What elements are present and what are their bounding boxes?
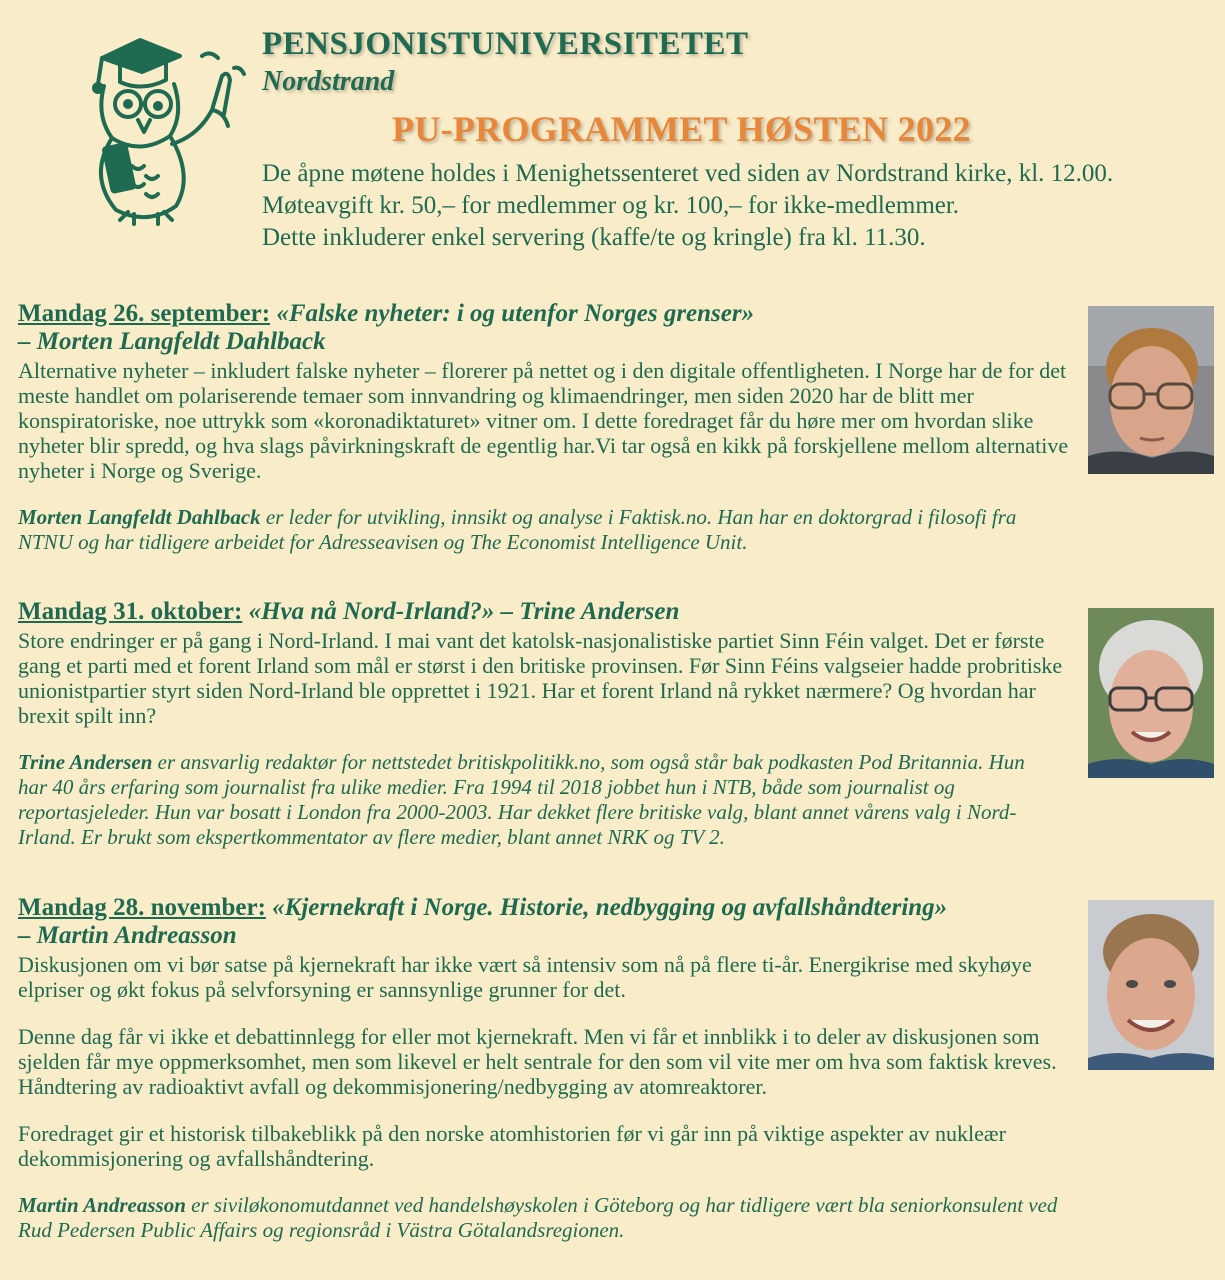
bio-name: Trine Andersen (18, 750, 153, 774)
event-date: Mandag 26. september: (18, 300, 271, 327)
bio-text: er leder for utvikling, innsikt og analyse i Faktisk.no. Han har en doktorgrad i filosofi fra NTNU og har tidligere arbeidet for Adresseavisen og The Economist Intelligence Unit. (18, 505, 1017, 554)
speaker-photo (1088, 608, 1214, 778)
event-section (18, 300, 1078, 555)
speaker-bio (18, 1193, 1088, 1243)
event-heading (18, 300, 1078, 328)
event-section (18, 598, 1078, 850)
speaker-photo (1088, 306, 1214, 474)
speaker-bio (18, 505, 1058, 555)
bio-text: er ansvarlig redaktør for nettstedet britiskpolitikk.no, som også står bak podkasten Pod Britannia. Hun har 40 års erfaring som journalist fra ulike medier. Fra 1994 til 2018 jobbet hun i NTB, både som journalist og reportasjeleder. Hun var bosatt i London fra 2000-2003. Har dekket flere britiske valg, blant annet vårens valg i Nord-Irland. Er brukt som ekspertkommentator av flere medier, blant annet NRK og TV 2. (18, 750, 1025, 849)
event-speaker: – Martin Andreasson (18, 922, 237, 949)
owl-logo (62, 26, 252, 226)
org-title: PENSJONISTUNIVERSITETET (262, 26, 749, 62)
speaker-bio (18, 750, 1058, 850)
event-heading (18, 598, 1078, 626)
intro-line: De åpne møtene holdes i Menighetssenteret ved siden av Nordstrand kirke, kl. 12.00. (262, 160, 1114, 187)
event-topic: «Falske nyheter: i og utenfor Norges grenser» (276, 300, 755, 327)
event-topic: «Kjernekraft i Norge. Historie, nedbygging og avfallshåndtering» (272, 894, 948, 921)
intro-line: Dette inkluderer enkel servering (kaffe/te og kringle) fra kl. 11.30. (262, 224, 926, 251)
event-description: Alternative nyheter – inkludert falske nyheter – florerer på nettet og i den digitale offentligheten. I Norge har de for det meste handlet om polariserende temaer som innvandring og klimaendringer, men siden 2020 har de blitt mer konspiratoriske, noe uttrykk som «koronadiktaturet» vitner om. I dette foredraget får du høre mer om hvordan slike nyheter blir spredd, og hva slags påvirkningskraft de egentlig har.Vi tar også en kikk på forskjellene mellom alternative nyheter i Norge og Sverige. (18, 358, 1069, 483)
intro-line: Møteavgift kr. 50,– for medlemmer og kr. 100,– for ikke-medlemmer. (262, 192, 960, 219)
event-description: Store endringer er på gang i Nord-Irland. I mai vant det katolsk-nasjonalistiske partiet Sinn Féin valget. Det er første gang et parti med et forent Irland som mål er størst i den britiske provinsen. Før Sinn Féins valgseier hadde probritiske unionistpartier styrt siden Nord-Irland ble opprettet i 1921. Har et forent Irland nå rykket nærmere? Og hvordan har brexit spilt inn? (18, 628, 1063, 728)
program-title: PU-PROGRAMMET HØSTEN 2022 (392, 109, 971, 149)
event-date: Mandag 28. november: (18, 894, 266, 921)
event-section (18, 894, 1138, 1243)
event-description: Denne dag får vi ikke et debattinnlegg for eller mot kjernekraft. Men vi får et innblikk i to deler av diskusjonen som sjelden får mye oppmerksomhet, men som likevel er helt sentrale for den som vil vite mer om hva som faktisk kreves. Håndtering av radioaktivt avfall og dekommisjonering/nedbygging av atomreaktorer. (18, 1024, 1057, 1099)
event-heading (18, 894, 1138, 922)
event-topic: «Hva nå Nord-Irland?» – Trine Andersen (248, 598, 680, 625)
event-description: Foredraget gir et historisk tilbakeblikk på den norske atomhistorien før vi går inn på viktige aspekter av nukleær dekommisjonering og avfallshåndtering. (18, 1121, 1006, 1171)
org-subtitle: Nordstrand (262, 66, 395, 97)
intro (262, 158, 1113, 254)
bio-name: Morten Langfeldt Dahlback (18, 505, 261, 529)
speaker-photo (1088, 900, 1214, 1070)
event-date: Mandag 31. oktober: (18, 598, 243, 625)
bio-name: Martin Andreasson (18, 1193, 186, 1217)
event-speaker: – Morten Langfeldt Dahlback (18, 328, 326, 355)
event-description: Diskusjonen om vi bør satse på kjernekraft har ikke vært så intensiv som nå på flere ti-år. Energikrise med skyhøye elpriser og økt fokus på selvforsyning er sannsynlige grunner for det. (18, 952, 1032, 1002)
bio-text: er siviløkonomutdannet ved handelshøyskolen i Göteborg og har tidligere vært bla seniorkonsulent ved Rud Pedersen Public Affairs og regionsråd i Västra Götalandsregionen. (18, 1193, 1058, 1242)
